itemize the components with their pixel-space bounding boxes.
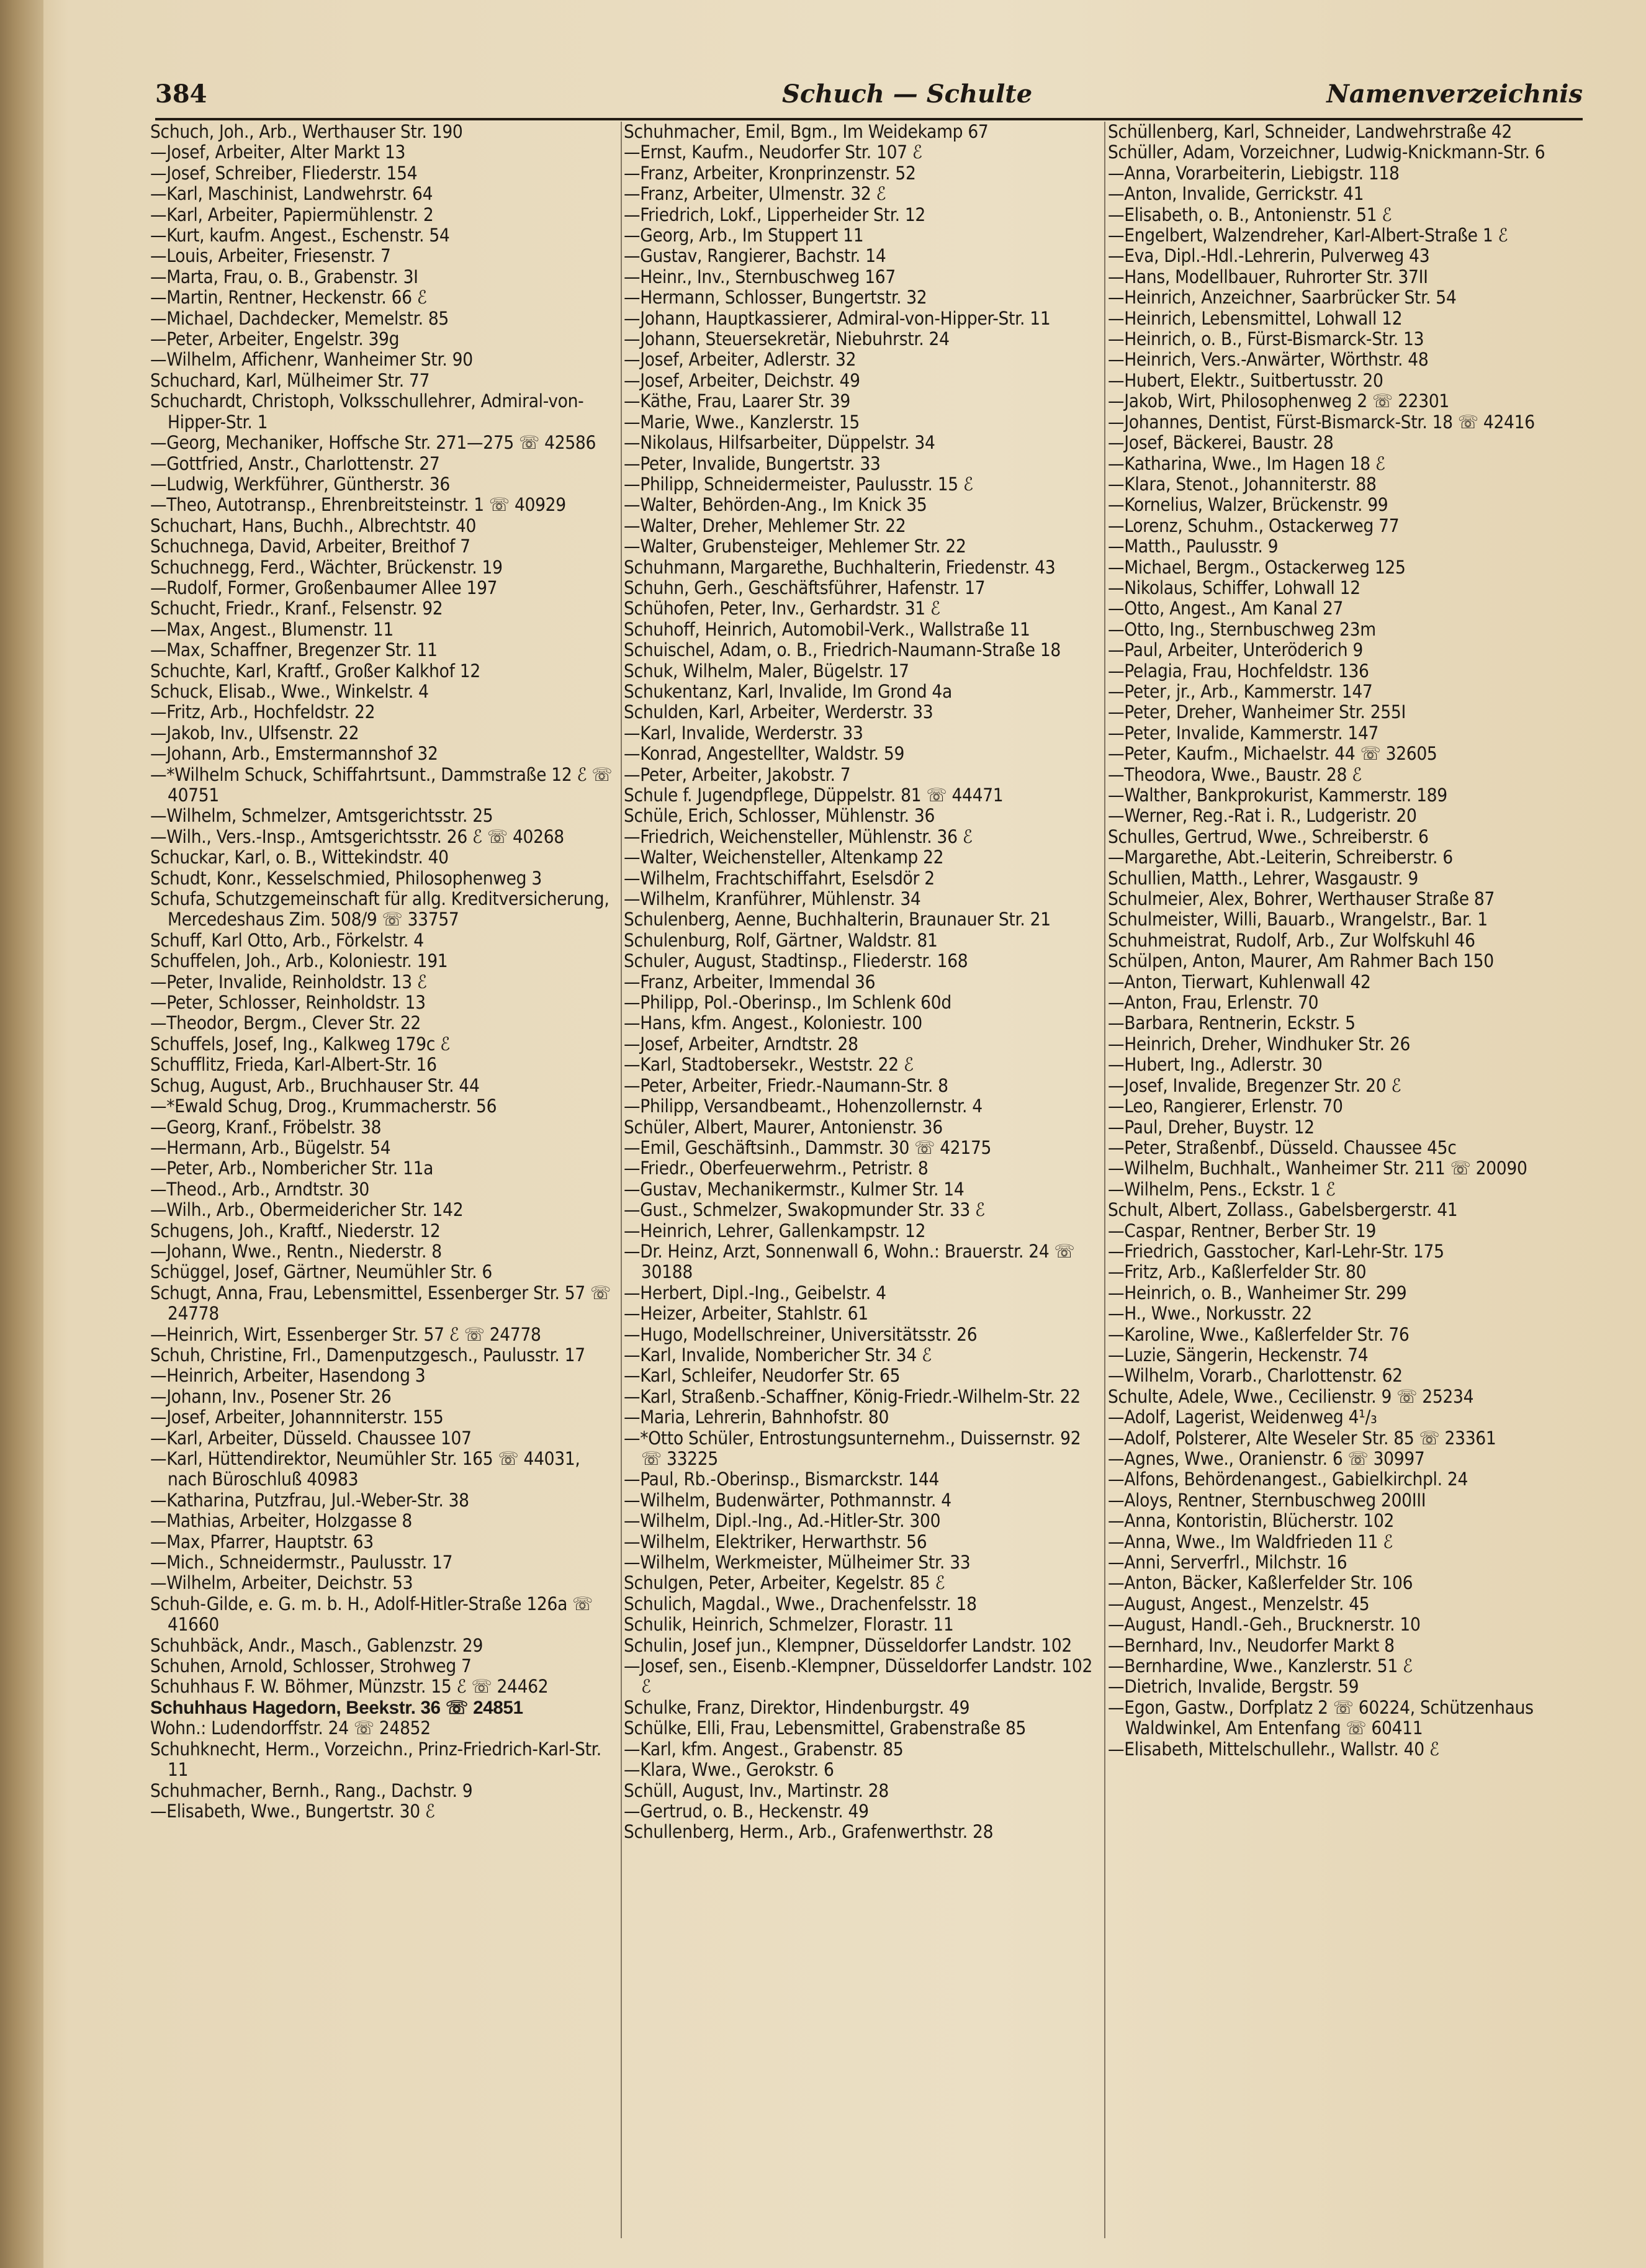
directory-entry: —Hermann, Arb., Bügelstr. 54 bbox=[150, 1136, 391, 1158]
directory-entry: —Heinrich, o. B., Fürst-Bismarck-Str. 13 bbox=[1108, 328, 1424, 350]
directory-entry: —Caspar, Rentner, Berber Str. 19 bbox=[1108, 1220, 1377, 1241]
directory-entry: —Dietrich, Invalide, Bergstr. 59 bbox=[1108, 1676, 1359, 1698]
directory-entry: —Wilhelm, Vorarb., Charlottenstr. 62 bbox=[1108, 1365, 1403, 1387]
directory-entry: —Walter, Weichensteller, Altenkamp 22 bbox=[624, 847, 944, 868]
directory-entry: —Eva, Dipl.-Hdl.-Lehrerin, Pulverweg 43 bbox=[1108, 245, 1430, 267]
directory-entry: —Ernst, Kaufm., Neudorfer Str. 107 ℰ bbox=[624, 142, 922, 163]
directory-entry: —Wilhelm, Affichenr, Wanheimer Str. 90 bbox=[150, 349, 473, 371]
directory-entry: —Jakob, Inv., Ulfsenstr. 22 bbox=[150, 722, 359, 744]
directory-entry: Schuhen, Arnold, Schlosser, Strohweg 7 bbox=[150, 1655, 472, 1677]
directory-entry: Schuffels, Josef, Ing., Kalkweg 179c ℰ bbox=[150, 1033, 450, 1055]
directory-entry: Schulte, Adele, Wwe., Cecilienstr. 9 ☏ 25234 bbox=[1108, 1385, 1474, 1407]
directory-entry: —Wilhelm, Budenwärter, Pothmannstr. 4 bbox=[624, 1489, 951, 1511]
directory-entry: Schüler, Albert, Maurer, Antonienstr. 36 bbox=[624, 1116, 943, 1138]
directory-entry: —Josef, Arbeiter, Adlerstr. 32 bbox=[624, 349, 857, 371]
directory-entry: Schülke, Elli, Frau, Lebensmittel, Grabenstraße 85 bbox=[624, 1717, 1027, 1739]
directory-column-1 bbox=[150, 122, 619, 2244]
directory-entry: —Maria, Lehrerin, Bahnhofstr. 80 bbox=[624, 1406, 889, 1428]
directory-entry: —Wilhelm, Pens., Eckstr. 1 ℰ bbox=[1108, 1178, 1336, 1200]
directory-entry: —Philipp, Pol.-Oberinsp., Im Schlenk 60d bbox=[624, 992, 951, 1014]
directory-entry: —Peter, Invalide, Reinholdstr. 13 ℰ bbox=[150, 971, 427, 992]
directory-entry: —Gustav, Mechanikermstr., Kulmer Str. 14 bbox=[624, 1178, 965, 1200]
directory-entry: —Elisabeth, Wwe., Bungertstr. 30 ℰ bbox=[150, 1800, 435, 1822]
directory-entry: —Martin, Rentner, Heckenstr. 66 ℰ bbox=[150, 287, 427, 308]
directory-entry: —Hans, Modellbauer, Ruhrorter Str. 37II bbox=[1108, 266, 1428, 287]
directory-entry: —Walter, Dreher, Mehlemer Str. 22 bbox=[624, 515, 906, 536]
directory-entry: —Karl, Invalide, Nombericher Str. 34 ℰ bbox=[624, 1344, 932, 1366]
directory-entry: —Hubert, Ing., Adlerstr. 30 bbox=[1108, 1054, 1323, 1076]
directory-entry: Schullien, Matth., Lehrer, Wasgaustr. 9 bbox=[1108, 867, 1418, 889]
directory-entry: —*Ewald Schug, Drog., Krummacherstr. 56 bbox=[150, 1096, 497, 1117]
directory-entry: —Heinrich, Vers.-Anwärter, Wörthstr. 48 bbox=[1108, 349, 1429, 371]
directory-entry: —Agnes, Wwe., Oranienstr. 6 ☏ 30997 bbox=[1108, 1448, 1425, 1469]
directory-entry: —Gust., Schmelzer, Swakopmunder Str. 33 ℰ bbox=[624, 1199, 985, 1221]
column-divider bbox=[1104, 122, 1105, 2238]
directory-entry: Schulenberg, Aenne, Buchhalterin, Braunauer Str. 21 bbox=[624, 909, 1051, 930]
directory-entry: —Johann, Wwe., Rentn., Niederstr. 8 bbox=[150, 1240, 442, 1262]
directory-entry: Schulenburg, Rolf, Gärtner, Waldstr. 81 bbox=[624, 929, 938, 951]
directory-entry: —Otto, Angest., Am Kanal 27 bbox=[1108, 598, 1344, 619]
directory-entry: —Michael, Dachdecker, Memelstr. 85 bbox=[150, 307, 449, 329]
directory-entry: —August, Handl.-Geh., Brucknerstr. 10 bbox=[1108, 1614, 1421, 1636]
directory-entry: —Peter, Arb., Nombericher Str. 11a bbox=[150, 1158, 434, 1179]
directory-entry: Schuhmacher, Bernh., Rang., Dachstr. 9 bbox=[150, 1780, 473, 1801]
running-title: Schuch — Schulte bbox=[782, 79, 1033, 109]
directory-entry: —Klara, Stenot., Johanniterstr. 88 bbox=[1108, 473, 1377, 495]
directory-entry: —Friedrich, Weichensteller, Mühlenstr. 36 ℰ bbox=[624, 826, 973, 847]
directory-entry: —Hans, kfm. Angest., Koloniestr. 100 bbox=[624, 1012, 922, 1034]
directory-entry: —Max, Schaffner, Bregenzer Str. 11 bbox=[150, 639, 438, 661]
directory-entry: Schuhmeistrat, Rudolf, Arb., Zur Wolfskuhl 46 bbox=[1108, 929, 1475, 951]
directory-entry: —Gustav, Rangierer, Bachstr. 14 bbox=[624, 245, 886, 267]
directory-entry: Schufa, Schutzgemeinschaft für allg. Kreditversicherung, Mercedeshaus Zim. 508/9 ☏ 33757 bbox=[150, 888, 609, 930]
directory-entry: —Nikolaus, Hilfsarbeiter, Düppelstr. 34 bbox=[624, 432, 935, 454]
directory-entry: Schuhmacher, Emil, Bgm., Im Weidekamp 67 bbox=[624, 122, 989, 142]
directory-entry: —Leo, Rangierer, Erlenstr. 70 bbox=[1108, 1096, 1343, 1117]
directory-entry: —Paul, Dreher, Buystr. 12 bbox=[1108, 1116, 1315, 1138]
directory-entry: Schuhbäck, Andr., Masch., Gablenzstr. 29 bbox=[150, 1634, 483, 1656]
directory-entry: —Anna, Kontoristin, Blücherstr. 102 bbox=[1108, 1510, 1395, 1532]
directory-entry: —Mathias, Arbeiter, Holzgasse 8 bbox=[150, 1510, 412, 1532]
directory-entry: Schuischel, Adam, o. B., Friedrich-Naumann-Straße 18 bbox=[624, 639, 1061, 661]
directory-entry: —Heinrich, Arbeiter, Hasendong 3 bbox=[150, 1365, 426, 1387]
directory-entry: —Josef, sen., Eisenb.-Klempner, Düsseldorfer Landstr. 102 ℰ bbox=[624, 1655, 1093, 1698]
directory-entry: —Karl, Arbeiter, Düsseld. Chaussee 107 bbox=[150, 1427, 472, 1449]
directory-entry: —Georg, Arb., Im Stuppert 11 bbox=[624, 225, 864, 246]
directory-entry: —Johann, Steuersekretär, Niebuhrstr. 24 bbox=[624, 328, 950, 350]
directory-entry: —Nikolaus, Schiffer, Lohwall 12 bbox=[1108, 577, 1360, 598]
directory-entry: —Konrad, Angestellter, Waldstr. 59 bbox=[624, 743, 905, 765]
directory-entry: —Egon, Gastw., Dorfplatz 2 ☏ 60224, Schützenhaus Waldwinkel, Am Entenfang ☏ 60411 bbox=[1108, 1696, 1534, 1739]
directory-entry: —Adolf, Polsterer, Alte Weseler Str. 85 ☏ 23361 bbox=[1108, 1427, 1496, 1449]
directory-entry: Schufflitz, Frieda, Karl-Albert-Str. 16 bbox=[150, 1054, 437, 1076]
directory-entry: —Franz, Arbeiter, Immendal 36 bbox=[624, 971, 876, 992]
directory-entry: —Hugo, Modellschreiner, Universitätsstr. 26 bbox=[624, 1323, 978, 1345]
directory-entry: —Friedrich, Gasstocher, Karl-Lehr-Str. 175 bbox=[1108, 1240, 1444, 1262]
directory-entry: Schulles, Gertrud, Wwe., Schreiberstr. 6 bbox=[1108, 826, 1429, 847]
directory-entry: —Walter, Behörden-Ang., Im Knick 35 bbox=[624, 494, 927, 516]
directory-entry: Schulden, Karl, Arbeiter, Werderstr. 33 bbox=[624, 701, 933, 723]
directory-entry: Schuh, Christine, Frl., Damenputzgesch., Paulusstr. 17 bbox=[150, 1344, 585, 1366]
directory-entry: —Walther, Bankprokurist, Kammerstr. 189 bbox=[1108, 785, 1447, 806]
directory-entry: —Karoline, Wwe., Kaßlerfelder Str. 76 bbox=[1108, 1323, 1410, 1345]
directory-entry: —Barbara, Rentnerin, Eckstr. 5 bbox=[1108, 1012, 1356, 1034]
directory-entry: —Peter, Invalide, Bungertstr. 33 bbox=[624, 452, 881, 474]
directory-entry: —Anton, Invalide, Gerrickstr. 41 bbox=[1108, 183, 1364, 205]
directory-column-2 bbox=[624, 122, 1102, 2244]
directory-entry: —Wilhelm, Werkmeister, Mülheimer Str. 33 bbox=[624, 1552, 971, 1573]
directory-entry: —Werner, Reg.-Rat i. R., Ludgeristr. 20 bbox=[1108, 805, 1417, 827]
directory-entry: Schuchard, Karl, Mülheimer Str. 77 bbox=[150, 369, 430, 391]
directory-entry: —Karl, Stadtobersekr., Weststr. 22 ℰ bbox=[624, 1054, 914, 1076]
directory-entry: —Paul, Arbeiter, Unteröderich 9 bbox=[1108, 639, 1364, 661]
directory-entry: —Wilhelm, Buchhalt., Wanheimer Str. 211 ☏ 20090 bbox=[1108, 1158, 1527, 1179]
directory-entry: —Wilhelm, Dipl.-Ing., Ad.-Hitler-Str. 300 bbox=[624, 1510, 941, 1532]
directory-entry: —Georg, Kranf., Fröbelstr. 38 bbox=[150, 1116, 382, 1138]
directory-entry: Schulich, Magdal., Wwe., Drachenfelsstr. 18 bbox=[624, 1593, 977, 1614]
directory-entry: —Josef, Arbeiter, Johannniterstr. 155 bbox=[150, 1406, 444, 1428]
directory-entry: —Max, Pfarrer, Hauptstr. 63 bbox=[150, 1531, 374, 1552]
directory-entry: Schuchardt, Christoph, Volksschullehrer, Admiral-von-Hipper-Str. 1 bbox=[150, 390, 584, 433]
directory-entry: —Emil, Geschäftsinh., Dammstr. 30 ☏ 42175 bbox=[624, 1136, 992, 1158]
directory-entry: —Anton, Frau, Erlenstr. 70 bbox=[1108, 992, 1319, 1014]
directory-entry: —Jakob, Wirt, Philosophenweg 2 ☏ 22301 bbox=[1108, 390, 1449, 412]
directory-entry: Schule f. Jugendpflege, Düppelstr. 81 ☏ 44471 bbox=[624, 785, 1004, 806]
directory-entry: —Katharina, Putzfrau, Jul.-Weber-Str. 38 bbox=[150, 1489, 469, 1511]
directory-entry: —Friedr., Oberfeuerwehrm., Petristr. 8 bbox=[624, 1158, 929, 1179]
directory-entry: —Heinrich, Lebensmittel, Lohwall 12 bbox=[1108, 307, 1403, 329]
directory-entry: —Bernhardine, Wwe., Kanzlerstr. 51 ℰ bbox=[1108, 1655, 1413, 1677]
directory-entry: —Karl, kfm. Angest., Grabenstr. 85 bbox=[624, 1738, 904, 1760]
directory-entry: —H., Wwe., Norkusstr. 22 bbox=[1108, 1303, 1312, 1325]
directory-entry: —August, Angest., Menzelstr. 45 bbox=[1108, 1593, 1370, 1614]
directory-entry: Schulmeister, Willi, Bauarb., Wrangelstr., Bar. 1 bbox=[1108, 909, 1488, 930]
directory-entry: Schulin, Josef jun., Klempner, Düsseldorfer Landstr. 102 bbox=[624, 1634, 1072, 1656]
directory-entry: —Karl, Hüttendirektor, Neumühler Str. 165 ☏ 44031, nach Büroschluß 40983 bbox=[150, 1448, 580, 1490]
directory-entry: —Elisabeth, o. B., Antonienstr. 51 ℰ bbox=[1108, 204, 1392, 225]
directory-entry: —Aloys, Rentner, Sternbuschweg 200III bbox=[1108, 1489, 1426, 1511]
directory-entry: Schüller, Adam, Vorzeichner, Ludwig-Knickmann-Str. 6 bbox=[1108, 142, 1545, 163]
directory-column-3 bbox=[1108, 122, 1589, 2244]
directory-entry: Schuchte, Karl, Kraftf., Großer Kalkhof 12 bbox=[150, 660, 480, 682]
directory-entry: Schuler, August, Stadtinsp., Fliederstr. 168 bbox=[624, 950, 968, 972]
directory-entry: —Heinrich, Dreher, Windhuker Str. 26 bbox=[1108, 1033, 1411, 1055]
directory-entry: Schülpen, Anton, Maurer, Am Rahmer Bach 150 bbox=[1108, 950, 1494, 972]
directory-entry: —Theod., Arb., Arndtstr. 30 bbox=[150, 1178, 370, 1200]
directory-entry: —Philipp, Versandbeamt., Hohenzollernstr. 4 bbox=[624, 1096, 983, 1117]
directory-entry: Schuhn, Gerh., Geschäftsführer, Hafenstr. 17 bbox=[624, 577, 986, 598]
directory-entry: —Kurt, kaufm. Angest., Eschenstr. 54 bbox=[150, 225, 450, 246]
directory-entry: Schühofen, Peter, Inv., Gerhardstr. 31 ℰ bbox=[624, 598, 940, 619]
directory-entry: —Louis, Arbeiter, Friesenstr. 7 bbox=[150, 245, 391, 267]
directory-entry: —Herbert, Dipl.-Ing., Geibelstr. 4 bbox=[624, 1282, 886, 1303]
directory-entry: —Klara, Wwe., Gerokstr. 6 bbox=[624, 1759, 834, 1781]
directory-entry: —Franz, Arbeiter, Kronprinzenstr. 52 bbox=[624, 162, 916, 184]
directory-entry: —Karl, Schleifer, Neudorfer Str. 65 bbox=[624, 1365, 901, 1387]
directory-entry: Schullenberg, Herm., Arb., Grafenwerthstr. 28 bbox=[624, 1821, 994, 1843]
directory-entry: —Johann, Inv., Posener Str. 26 bbox=[150, 1385, 392, 1407]
directory-entry: —Pelagia, Frau, Hochfeldstr. 136 bbox=[1108, 660, 1369, 682]
directory-entry: Schuck, Elisab., Wwe., Winkelstr. 4 bbox=[150, 680, 429, 702]
directory-entry: —Josef, Arbeiter, Alter Markt 13 bbox=[150, 142, 406, 163]
directory-entry: —*Wilhelm Schuck, Schiffahrtsunt., Dammstraße 12 ℰ ☏ 40751 bbox=[150, 763, 613, 806]
directory-entry: —Walter, Grubensteiger, Mehlemer Str. 22 bbox=[624, 536, 966, 557]
directory-entry: —Wilhelm, Arbeiter, Deichstr. 53 bbox=[150, 1572, 413, 1594]
directory-entry: —Peter, Kaufm., Michaelstr. 44 ☏ 32605 bbox=[1108, 743, 1437, 765]
directory-entry: —Heinrich, Lehrer, Gallenkampstr. 12 bbox=[624, 1220, 926, 1241]
directory-entry: Schulmeier, Alex, Bohrer, Werthauser Straße 87 bbox=[1108, 888, 1495, 910]
directory-entry: Schulke, Franz, Direktor, Hindenburgstr. 49 bbox=[624, 1696, 970, 1718]
directory-entry: —Wilhelm, Kranführer, Mühlenstr. 34 bbox=[624, 888, 921, 910]
directory-entry: —Bernhard, Inv., Neudorfer Markt 8 bbox=[1108, 1634, 1395, 1656]
page-number: 384 bbox=[155, 79, 207, 109]
directory-entry: Schuchnega, David, Arbeiter, Breithof 7 bbox=[150, 536, 470, 557]
directory-entry: —Wilh., Vers.-Insp., Amtsgerichtsstr. 26 ℰ ☏ 40268 bbox=[150, 826, 564, 847]
directory-entry: —Otto, Ing., Sternbuschweg 23m bbox=[1108, 618, 1376, 640]
directory-entry: Schudt, Konr., Kesselschmied, Philosophenweg 3 bbox=[150, 867, 542, 889]
directory-entry: —Josef, Bäckerei, Baustr. 28 bbox=[1108, 432, 1334, 454]
directory-entry: —Käthe, Frau, Laarer Str. 39 bbox=[624, 390, 850, 412]
directory-entry: —Theo, Autotransp., Ehrenbreitsteinstr. 1 ☏ 40929 bbox=[150, 494, 566, 516]
directory-entry: —Johann, Arb., Emstermannshof 32 bbox=[150, 743, 438, 765]
directory-entry: —Peter, Dreher, Wanheimer Str. 255I bbox=[1108, 701, 1406, 723]
directory-entry: —Mich., Schneidermstr., Paulusstr. 17 bbox=[150, 1552, 453, 1573]
directory-entry: Schuchart, Hans, Buchh., Albrechtstr. 40 bbox=[150, 515, 477, 536]
directory-entry: Schuhknecht, Herm., Vorzeichn., Prinz-Friedrich-Karl-Str. 11 bbox=[150, 1738, 601, 1781]
directory-entry: —Gottfried, Anstr., Charlottenstr. 27 bbox=[150, 452, 440, 474]
directory-entry: —Karl, Straßenb.-Schaffner, König-Friedr.-Wilhelm-Str. 22 bbox=[624, 1385, 1081, 1407]
directory-entry: —Gertrud, o. B., Heckenstr. 49 bbox=[624, 1800, 869, 1822]
directory-entry: —Heinrich, o. B., Wanheimer Str. 299 bbox=[1108, 1282, 1407, 1303]
directory-entry: —Josef, Invalide, Bregenzer Str. 20 ℰ bbox=[1108, 1074, 1401, 1096]
book-gutter-shadow bbox=[0, 0, 43, 2268]
directory-entry: Schuhoff, Heinrich, Automobil-Verk., Wallstraße 11 bbox=[624, 618, 1030, 640]
directory-entry: —Franz, Arbeiter, Ulmenstr. 32 ℰ bbox=[624, 183, 886, 205]
directory-entry: Schüll, August, Inv., Martinstr. 28 bbox=[624, 1780, 889, 1801]
directory-entry: Schuhhaus F. W. Böhmer, Münzstr. 15 ℰ ☏ 24462 bbox=[150, 1676, 549, 1698]
directory-entry: Wohn.: Ludendorffstr. 24 ☏ 24852 bbox=[150, 1717, 431, 1739]
directory-entry: Schult, Albert, Zollass., Gabelsbergerstr. 41 bbox=[1108, 1199, 1458, 1221]
directory-entry: Schug, August, Arb., Bruchhauser Str. 44 bbox=[150, 1074, 480, 1096]
directory-entry: Schuk, Wilhelm, Maler, Bügelstr. 17 bbox=[624, 660, 909, 682]
directory-entry: Schuhhaus Hagedorn, Beekstr. 36 ☏ 24851 bbox=[150, 1697, 523, 1718]
directory-entry: —Philipp, Schneidermeister, Paulusstr. 15 ℰ bbox=[624, 473, 973, 495]
directory-entry: —Hermann, Schlosser, Bungertstr. 32 bbox=[624, 287, 927, 308]
directory-entry: —Josef, Arbeiter, Arndtstr. 28 bbox=[624, 1033, 858, 1055]
directory-entry: —Kornelius, Walzer, Brückenstr. 99 bbox=[1108, 494, 1388, 516]
directory-entry: —Josef, Schreiber, Fliederstr. 154 bbox=[150, 162, 418, 184]
directory-entry: —Theodora, Wwe., Baustr. 28 ℰ bbox=[1108, 763, 1362, 785]
directory-entry: —Ludwig, Werkführer, Güntherstr. 36 bbox=[150, 473, 450, 495]
directory-entry: —Luzie, Sängerin, Heckenstr. 74 bbox=[1108, 1344, 1369, 1366]
directory-entry: —Dr. Heinz, Arzt, Sonnenwall 6, Wohn.: Brauerstr. 24 ☏ 30188 bbox=[624, 1240, 1075, 1283]
directory-entry: —Wilhelm, Elektriker, Herwarthstr. 56 bbox=[624, 1531, 927, 1552]
directory-entry: —Hubert, Elektr., Suitbertusstr. 20 bbox=[1108, 369, 1383, 391]
directory-entry: —Heinrich, Wirt, Essenberger Str. 57 ℰ ☏ 24778 bbox=[150, 1323, 541, 1345]
directory-entry: —Peter, Arbeiter, Jakobstr. 7 bbox=[624, 763, 851, 785]
directory-entry: —Peter, Invalide, Kammerstr. 147 bbox=[1108, 722, 1379, 744]
directory-entry: —*Otto Schüler, Entrostungsunternehm., Duissernstr. 92 ☏ 33225 bbox=[624, 1427, 1081, 1469]
directory-entry: —Peter, Arbeiter, Engelstr. 39g bbox=[150, 328, 400, 350]
directory-entry: Schüle, Erich, Schlosser, Mühlenstr. 36 bbox=[624, 805, 935, 827]
directory-entry: Schüggel, Josef, Gärtner, Neumühler Str. 6 bbox=[150, 1261, 492, 1283]
directory-entry: —Karl, Maschinist, Landwehrstr. 64 bbox=[150, 183, 433, 205]
directory-entry: —Anna, Vorarbeiterin, Liebigstr. 118 bbox=[1108, 162, 1400, 184]
directory-entry: —Heinrich, Anzeichner, Saarbrücker Str. 54 bbox=[1108, 287, 1457, 308]
directory-entry: Schuckar, Karl, o. B., Wittekindstr. 40 bbox=[150, 847, 449, 868]
directory-entry: —Rudolf, Former, Großenbaumer Allee 197 bbox=[150, 577, 498, 598]
directory-entry: Schugt, Anna, Frau, Lebensmittel, Essenberger Str. 57 ☏ 24778 bbox=[150, 1282, 611, 1325]
directory-entry: Schuch, Joh., Arb., Werthauser Str. 190 bbox=[150, 122, 463, 142]
directory-entry: —Elisabeth, Mittelschullehr., Wallstr. 40 ℰ bbox=[1108, 1738, 1439, 1760]
directory-entry: Schuff, Karl Otto, Arb., Förkelstr. 4 bbox=[150, 929, 424, 951]
directory-entry: —Fritz, Arb., Hochfeldstr. 22 bbox=[150, 701, 376, 723]
directory-entry: —Anton, Bäcker, Kaßlerfelder Str. 106 bbox=[1108, 1572, 1413, 1594]
directory-entry: —Paul, Rb.-Oberinsp., Bismarckstr. 144 bbox=[624, 1469, 940, 1490]
directory-entry: —Margarethe, Abt.-Leiterin, Schreiberstr. 6 bbox=[1108, 847, 1453, 868]
directory-entry: —Josef, Arbeiter, Deichstr. 49 bbox=[624, 369, 860, 391]
directory-entry: —Georg, Mechaniker, Hoffsche Str. 271—275 ☏ 42586 bbox=[150, 432, 596, 454]
directory-entry: —Johann, Hauptkassierer, Admiral-von-Hipper-Str. 11 bbox=[624, 307, 1051, 329]
directory-entry: Schulik, Heinrich, Schmelzer, Florastr. 11 bbox=[624, 1614, 954, 1636]
directory-entry: —Theodor, Bergm., Clever Str. 22 bbox=[150, 1012, 421, 1034]
directory-entry: —Fritz, Arb., Kaßlerfelder Str. 80 bbox=[1108, 1261, 1367, 1283]
directory-entry: —Peter, Schlosser, Reinholdstr. 13 bbox=[150, 992, 426, 1014]
directory-entry: —Heinr., Inv., Sternbuschweg 167 bbox=[624, 266, 896, 287]
directory-entry: Schüllenberg, Karl, Schneider, Landwehrstraße 42 bbox=[1108, 122, 1513, 142]
directory-entry: Schucht, Friedr., Kranf., Felsenstr. 92 bbox=[150, 598, 443, 619]
directory-entry: —Marie, Wwe., Kanzlerstr. 15 bbox=[624, 411, 860, 433]
directory-entry: Schuhmann, Margarethe, Buchhalterin, Friedenstr. 43 bbox=[624, 556, 1056, 578]
directory-entry: —Anton, Tierwart, Kuhlenwall 42 bbox=[1108, 971, 1371, 992]
directory-entry: —Johannes, Dentist, Fürst-Bismarck-Str. 18 ☏ 42416 bbox=[1108, 411, 1535, 433]
directory-entry: —Max, Angest., Blumenstr. 11 bbox=[150, 618, 394, 640]
directory-entry: —Anni, Serverfrl., Milchstr. 16 bbox=[1108, 1552, 1347, 1573]
directory-entry: —Karl, Invalide, Werderstr. 33 bbox=[624, 722, 863, 744]
directory-entry: —Friedrich, Lokf., Lipperheider Str. 12 bbox=[624, 204, 926, 225]
directory-entry: Schuh-Gilde, e. G. m. b. H., Adolf-Hitler-Straße 126a ☏ 41660 bbox=[150, 1593, 593, 1636]
directory-entry: —Alfons, Behördenangest., Gabielkirchpl. 24 bbox=[1108, 1469, 1468, 1490]
directory-entry: Schukentanz, Karl, Invalide, Im Grond 4a bbox=[624, 680, 952, 702]
directory-entry: —Engelbert, Walzendreher, Karl-Albert-Straße 1 ℰ bbox=[1108, 225, 1508, 246]
directory-entry: —Heizer, Arbeiter, Stahlstr. 61 bbox=[624, 1303, 868, 1325]
directory-entry: —Wilhelm, Frachtschiffahrt, Eselsdör 2 bbox=[624, 867, 935, 889]
directory-entry: —Adolf, Lagerist, Weidenweg 4¹/₃ bbox=[1108, 1406, 1377, 1428]
directory-entry: —Peter, Arbeiter, Friedr.-Naumann-Str. 8 bbox=[624, 1074, 948, 1096]
directory-entry: Schulgen, Peter, Arbeiter, Kegelstr. 85 ℰ bbox=[624, 1572, 945, 1594]
directory-entry: —Matth., Paulusstr. 9 bbox=[1108, 536, 1279, 557]
directory-entry: Schuffelen, Joh., Arb., Koloniestr. 191 bbox=[150, 950, 448, 972]
directory-entry: —Wilh., Arb., Obermeidericher Str. 142 bbox=[150, 1199, 464, 1221]
directory-entry: —Marta, Frau, o. B., Grabenstr. 3I bbox=[150, 266, 418, 287]
column-divider bbox=[621, 122, 622, 2238]
directory-entry: —Peter, Straßenbf., Düsseld. Chaussee 45c bbox=[1108, 1136, 1457, 1158]
directory-entry: —Michael, Bergm., Ostackerweg 125 bbox=[1108, 556, 1406, 578]
directory-entry: Schuchnegg, Ferd., Wächter, Brückenstr. 19 bbox=[150, 556, 503, 578]
directory-entry: Schugens, Joh., Kraftf., Niederstr. 12 bbox=[150, 1220, 441, 1241]
directory-entry: —Peter, jr., Arb., Kammerstr. 147 bbox=[1108, 680, 1373, 702]
directory-entry: —Karl, Arbeiter, Papiermühlenstr. 2 bbox=[150, 204, 434, 225]
directory-entry: —Anna, Wwe., Im Waldfrieden 11 ℰ bbox=[1108, 1531, 1393, 1552]
page-header bbox=[155, 79, 1583, 120]
directory-entry: —Lorenz, Schuhm., Ostackerweg 77 bbox=[1108, 515, 1400, 536]
directory-entry: —Katharina, Wwe., Im Hagen 18 ℰ bbox=[1108, 452, 1385, 474]
directory-entry: —Wilhelm, Schmelzer, Amtsgerichtsstr. 25 bbox=[150, 805, 493, 827]
section-title: Namenverzeichnis bbox=[1326, 79, 1583, 109]
